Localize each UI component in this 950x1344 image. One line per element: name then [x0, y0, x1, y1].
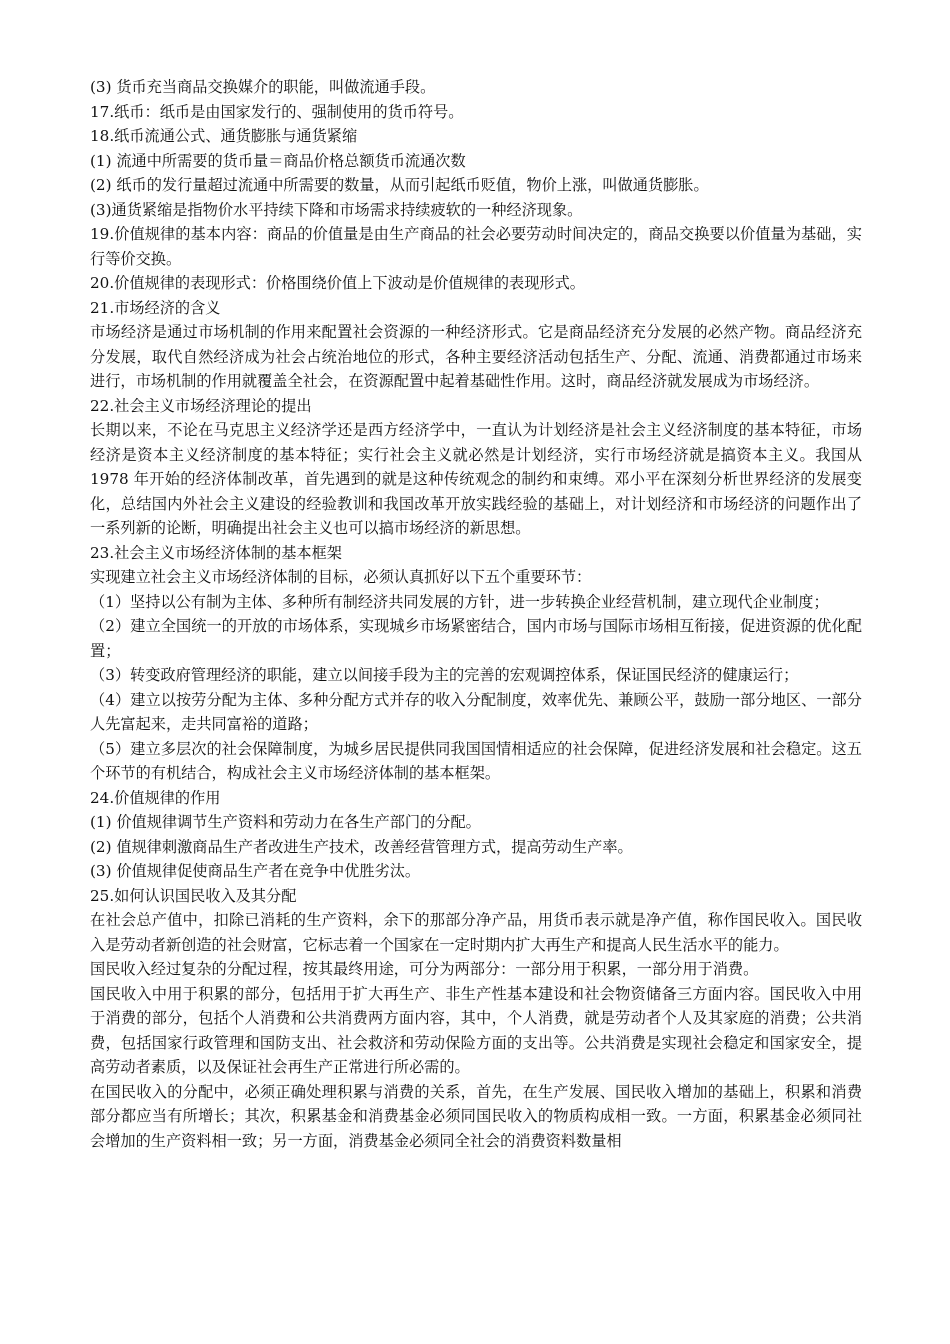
list-item: （5）建立多层次的社会保障制度，为城乡居民提供同我国国情相适应的社会保障，促进经济发展和社会稳定。这五个环节的有机结合，构成社会主义市场经济体制的基本框架。 [90, 739, 862, 782]
list-item: （4）建立以按劳分配为主体、多种分配方式并存的收入分配制度，效率优先、兼顾公平，鼓励一部分地区、一部分人先富起来，走共同富裕的道路； [90, 690, 862, 733]
list-item: （3）转变政府管理经济的职能，建立以间接手段为主的完善的宏观调控体系，保证国民经济的健康运行； [90, 666, 799, 684]
section-heading: 18.纸币流通公式、通货膨胀与通货紧缩 [90, 127, 358, 145]
section-heading: 21.市场经济的含义 [90, 298, 221, 317]
list-item: (3) 价值规律促使商品生产者在竞争中优胜劣汰。 [90, 862, 421, 880]
paragraph: (2) 纸币的发行量超过流通中所需要的数量，从而引起纸币贬值，物价上涨，叫做通货膨胀。 [90, 176, 709, 194]
paragraph: (3)通货紧缩是指物价水平持续下降和市场需求持续疲软的一种经济现象。 [90, 200, 583, 219]
paragraph: 在国民收入的分配中，必须正确处理积累与消费的关系，首先，在生产发展、国民收入增加的基础上，积累和消费部分都应当有所增长；其次，积累基金和消费基金必须同国民收入的物质构成相一致。一方面，积累基金必须同社会增加的生产资料相一致；另一方面，消费基金必须同全社会的消费资料数量相 [90, 1082, 862, 1150]
section-heading: 25.如何认识国民收入及其分配 [90, 886, 297, 905]
section-heading: 22.社会主义市场经济理论的提出 [90, 396, 312, 415]
paragraph: (1) 流通中所需要的货币量＝商品价格总额货币流通次数 [90, 151, 466, 170]
list-item: （1）坚持以公有制为主体、多种所有制经济共同发展的方针，进一步转换企业经营机制，建立现代企业制度； [90, 592, 829, 611]
list-item: (1) 价值规律调节生产资料和劳动力在各生产部门的分配。 [90, 813, 481, 831]
paragraph: (3) 货币充当商品交换媒介的职能，叫做流通手段。 [90, 78, 436, 96]
paragraph: 在社会总产值中，扣除已消耗的生产资料，余下的那部分净产品，用货币表示就是净产值，称作国民收入。国民收入是劳动者新创造的社会财富，它标志着一个国家在一定时期内扩大再生产和提高人民生活水平的能力。 [90, 911, 862, 954]
paragraph: 20.价值规律的表现形式：价格围绕价值上下波动是价值规律的表现形式。 [90, 274, 585, 292]
paragraph: 国民收入中用于积累的部分，包括用于扩大再生产、非生产性基本建设和社会物资储备三方面内容。国民收入中用于消费的部分，包括个人消费和公共消费两方面内容，其中，个人消费，就是劳动者个人及其家庭的消费；公共消费，包括国家行政管理和国防支出、社会救济和劳动保险方面的支出等。公共消费是实现社会稳定和国家安全，提高劳动者素质，以及保证社会再生产正常进行所必需的。 [90, 984, 862, 1076]
section-heading: 23.社会主义市场经济体制的基本框架 [90, 543, 342, 562]
list-item: （2）建立全国统一的开放的市场体系，实现城乡市场紧密结合，国内市场与国际市场相互衔接，促进资源的优化配置； [90, 617, 862, 660]
paragraph: 国民收入经过复杂的分配过程，按其最终用途，可分为两部分：一部分用于积累，一部分用于消费。 [90, 960, 759, 978]
section-heading: 24.价值规律的作用 [90, 788, 221, 807]
paragraph: 19.价值规律的基本内容：商品的价值量是由生产商品的社会必要劳动时间决定的，商品交换要以价值量为基础，实行等价交换。 [90, 225, 862, 268]
paragraph: 市场经济是通过市场机制的作用来配置社会资源的一种经济形式。它是商品经济充分发展的必然产物。商品经济充分发展，取代自然经济成为社会占统治地位的形式，各种主要经济活动包括生产、分配、流通、消费都通过市场来进行，市场机制的作用就覆盖全社会，在资源配置中起着基础性作用。这时，商品经济就发展成为市场经济。 [90, 323, 862, 390]
paragraph: 长期以来，不论在马克思主义经济学还是西方经济学中，一直认为计划经济是社会主义经济制度的基本特征，市场经济是资本主义经济制度的基本特征；实行社会主义就必然是计划经济，实行市场经济就是搞资本主义。我国从 1978 年开始的经济体制改革，首先遇到的就是这种传统观念的制约和束缚。邓小平在深刻分析世界经济的发展变化，总结国内外社会主义建设的经验教训和我国改革开放实践经验的基础上，对计划经济和市场经济的问题作出了一系列新的论断，明确提出社会主义也可以搞市场经济的新思想。 [90, 421, 862, 537]
list-item: (2) 值规律刺激商品生产者改进生产技术，改善经营管理方式，提高劳动生产率。 [90, 837, 633, 856]
paragraph: 实现建立社会主义市场经济体制的目标，必须认真抓好以下五个重要环节： [90, 568, 592, 586]
document-body [90, 75, 862, 1153]
paragraph: 17.纸币：纸币是由国家发行的、强制使用的货币符号。 [90, 102, 464, 121]
